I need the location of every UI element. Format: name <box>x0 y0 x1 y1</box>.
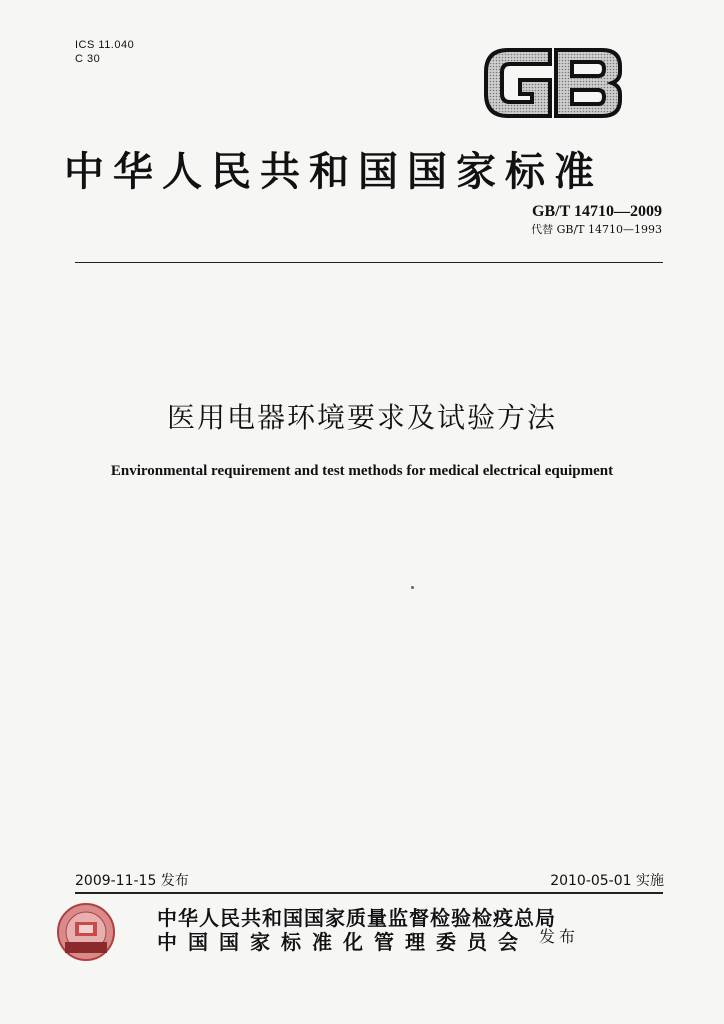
header-divider <box>75 262 663 263</box>
issuing-country-standard-title: 中华人民共和国国家标准 <box>64 148 603 195</box>
replaces-standard: 代替 GB/T 14710—1993 <box>531 223 662 236</box>
scan-speck <box>411 586 414 589</box>
ics-classification <box>75 38 134 66</box>
anti-counterfeit-seal-icon <box>55 902 117 962</box>
issuing-authorities <box>157 906 556 954</box>
issuer-sac: 中国国家标准化管理委员会 <box>157 930 529 954</box>
standard-number-block <box>531 203 662 237</box>
issue-date: 2009-11-15 发布 <box>75 873 189 889</box>
document-title-english: Environmental requirement and test methods for medical electrical equipment <box>110 463 614 479</box>
gb-logo-icon <box>480 44 626 122</box>
ccs-class: C 30 <box>75 53 101 65</box>
publish-label: 发布 <box>539 927 580 946</box>
document-title-chinese: 医用电器环境要求及试验方法 <box>166 401 557 434</box>
ics-code: ICS 11.040 <box>75 39 135 51</box>
issuer-aqsiq: 中华人民共和国国家质量监督检验检疫总局 <box>157 906 556 930</box>
implementation-date: 2010-05-01 实施 <box>550 873 664 889</box>
footer-divider <box>75 892 663 894</box>
standard-number: GB/T 14710—2009 <box>532 203 662 220</box>
